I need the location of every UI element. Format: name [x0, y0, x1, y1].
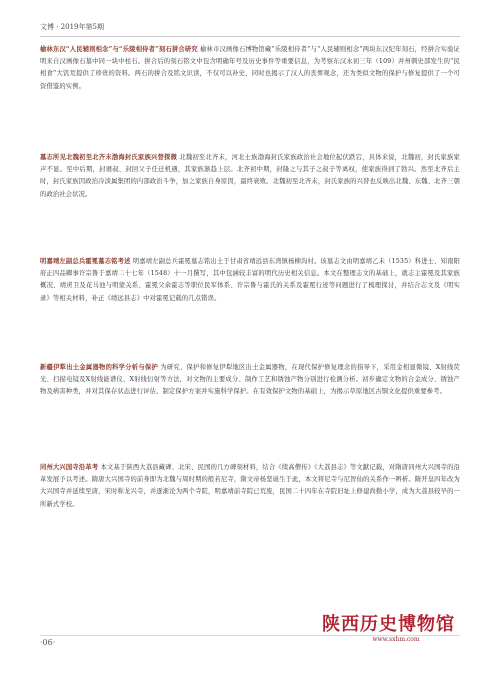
article-2-body: 北魏初至北齐末，河北士族渤海封氏家族政治社会地位起伏跌宕，具体来说，北魏初，封氏家族家声不显。至中后期，封廻叔、封回父子任迁机遇，其家族渐趋上层。北齐初中期，封隆之与其子之叔子等离权，使家族得到了勃兴。然至北齐后主时，封氏家族因政治冷淡属集团的内部政治斗争，加之家族自身原因，最终衰败。北魏初至北齐末，封氏家族的兴替也反映出北魏、东魏、北齐三朝的政治社会状况。: [40, 154, 460, 198]
article-1: [40, 44, 460, 93]
article-2-title: 墓志所见北魏初至北齐末渤海封氏家族兴替探微: [40, 154, 178, 161]
page-number: ·06·: [40, 638, 56, 647]
article-4: [40, 362, 460, 399]
article-4-body: 为研究、保护和修复伊犁地区出土金属器物，在现代保护修复理念的指导下，采用金相显微镜、X射线荧光、扫描电镜及X射线能谱仪、X射线衍射等方法，对文物的主要成分、制作工艺和锈蚀产物分别进行检测分析。初步确定文物的合金成分、锈蚀产物及病害种类，并对其保存状态进行评估，制定保护方案并实施科学保护。在有效保护文物的基础上，为揭示草原地区古铜文化提供重要参考。: [40, 364, 460, 396]
article-2: [40, 152, 460, 201]
header-divider: [40, 36, 460, 37]
article-5-title: 同州大兴国寺沿革考: [40, 464, 99, 471]
article-5: [40, 462, 460, 511]
article-1-title: 榆林东汉“人民辅则相念”与“乐陵相侍者”刻石拼合研究: [40, 46, 198, 53]
article-4-title: 新疆伊犁出土金属器物的科学分析与保护: [40, 364, 159, 371]
article-3: [40, 256, 460, 305]
article-3-title: 明嘉靖左副总兵霍冕墓志铭考述: [40, 258, 131, 265]
article-5-body: 本文基于陕西大荔县藏碑、北宋、民国的几方碑刻材料，结合《续高僧传》《大荔县志》等文献记载，对隋唐同州大兴国寺的沿革发展予以考述。隋唐大兴国寺的前身即为北魏与周时期的般若尼寺，隋文帝杨坚诞生于此，本文将尼寺与尼智仙的关系作一辨析。隋开皇四年改为大兴国寺并延续至唐，宋时称龙兴寺，并逐渐沦为两个寺院，明嘉靖前寺院已荒废，民国二十四年在寺院旧址上修建尚勤小学，成为大荔县较早的一所新式学校。: [40, 464, 460, 508]
museum-logo: 陕西历史博物馆: [322, 614, 455, 635]
journal-header: 文博 · 2019年第5期: [40, 23, 104, 31]
article-3-body: 明嘉靖左副总兵霍冕墓志铭出土于甘肃省靖远县东湾镇杨柳沟村。该墓志文由明嘉靖乙未（1535）科进士、知南阳府正四品卿事许宗鲁于嘉靖二十七年（1548）十一月撰写，其中包涵较丰富的明代历史相关信息。本文在整理志文的基础上，就志主霍冕及其家族概况、靖虏卫及花马池与明蒙关系、霍冕父余霍志等职位民军体系、许宗鲁与霍氏的关系及霍冕行迹等问题进行了梳理探讨，并结合志文及《明实录》等相关材料，补正《靖远县志》中对霍冕记载的几点错误。: [40, 258, 460, 302]
article-1-body: 榆林市汉画像石博物馆藏“乐陵相侍者”与“人民辅则相念”两块东汉纪年刻石，经拼合实验证明来自汉画像石墓中同一块中柱石。拼合后的刻石铭文中包含明确年号及历史事件等重要信息，为考察东汉永初三年（109）并州刺史部发生的“民相食”大饥荒提供了珍贵的资料。两石的拼合及铭文识读，不仅可以补史，同时也揭示了汉人的丧葬观念，还为类似文物的保护与修复提供了一个可资借鉴的实例。: [40, 46, 460, 90]
website-url: www.sxhm.com: [372, 636, 420, 643]
